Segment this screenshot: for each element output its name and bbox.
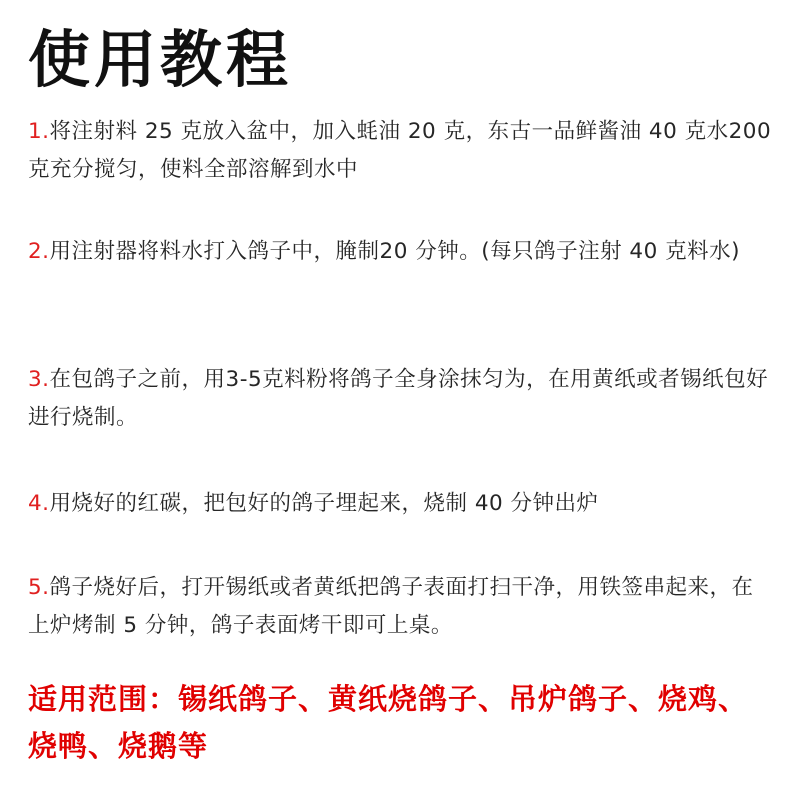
step-1 — [28, 113, 773, 189]
step-4 — [28, 485, 773, 523]
step-text: 将注射料 25 克放入盆中，加入蚝油 20 克，东古一品鲜酱油 40 克水200 克充分搅匀，使料全部溶解到水中 — [28, 119, 772, 182]
step-2 — [28, 233, 773, 271]
applicable-scope: 适用范围：锡纸鸽子、黄纸烧鸽子、吊炉鸽子、烧鸡、烧鸭、烧鹅等 — [28, 682, 749, 763]
step-text: 用烧好的红碳，把包好的鸽子埋起来，烧制 40 分钟出炉 — [49, 491, 599, 516]
step-number: 2. — [28, 239, 50, 264]
step-number: 4. — [28, 491, 50, 516]
step-number: 1. — [28, 119, 50, 144]
step-text: 在包鸽子之前，用3-5克料粉将鸽子全身涂抹匀为，在用黄纸或者锡纸包好进行烧制。 — [28, 367, 769, 430]
step-number: 3. — [28, 367, 50, 392]
step-text: 用注射器将料水打入鸽子中，腌制20 分钟。(每只鸽子注射 40 克料水) — [49, 239, 741, 264]
step-3 — [28, 361, 773, 437]
step-number: 5. — [28, 575, 50, 600]
step-5 — [28, 569, 773, 645]
page-title: 使用教程 — [28, 23, 293, 96]
step-text: 鸽子烧好后，打开锡纸或者黄纸把鸽子表面打扫干净，用铁签串起来，在上炉烤制 5 分钟，鸽子表面烤干即可上桌。 — [28, 575, 754, 638]
